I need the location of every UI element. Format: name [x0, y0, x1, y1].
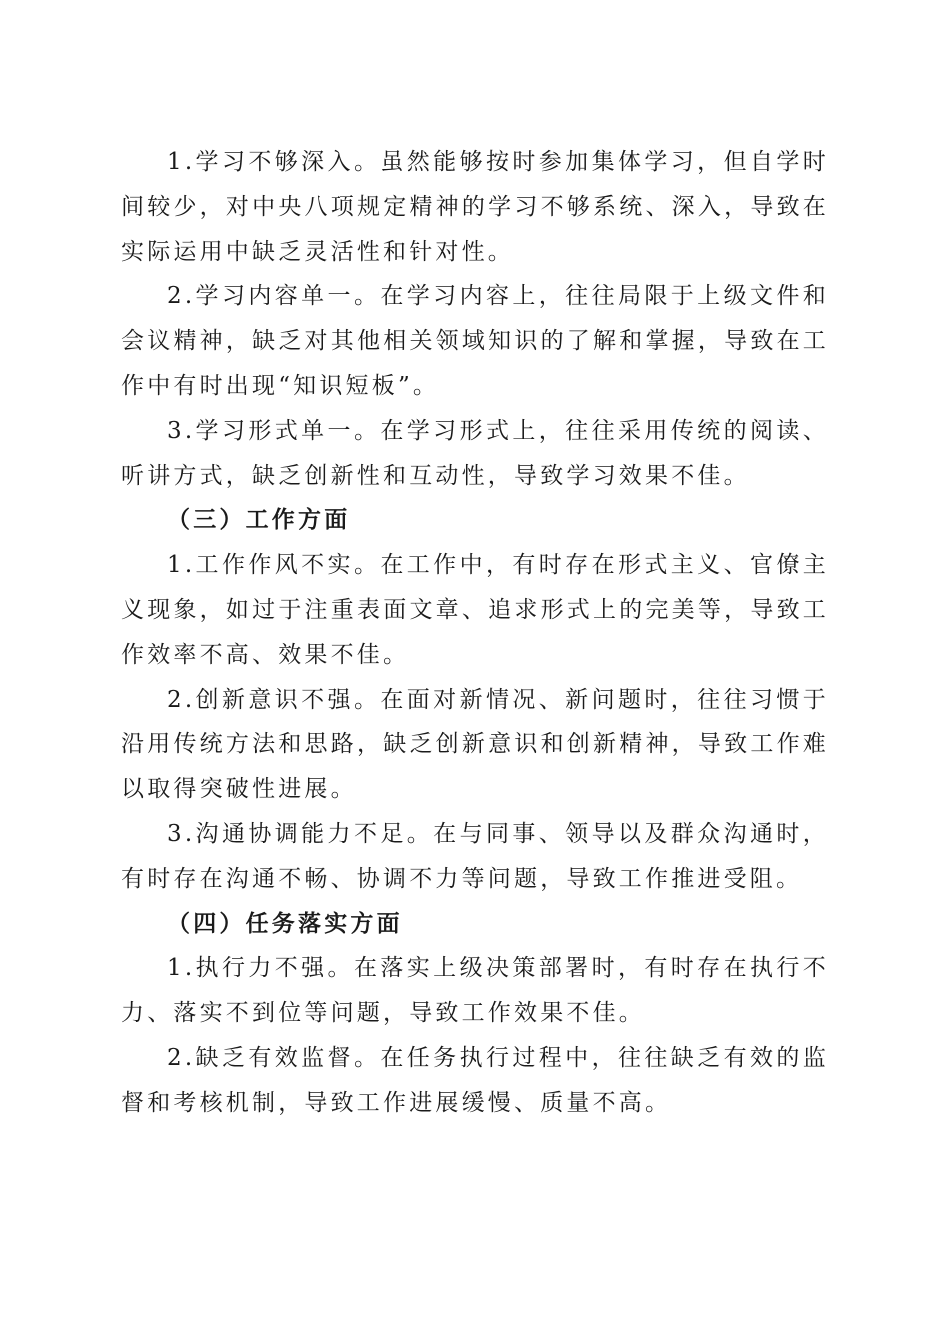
paragraph-study-content: 2.学习内容单一。在学习内容上，往往局限于上级文件和会议精神，缺乏对其他相关领域知识的了解和掌握，导致在工作中有时出现“知识短板”。	[121, 283, 829, 399]
paragraph-study-form: 3.学习形式单一。在学习形式上，往往采用传统的阅读、听讲方式，缺乏创新性和互动性，导致学习效果不佳。	[121, 417, 829, 489]
section-heading-task: （四）任务落实方面	[167, 909, 403, 937]
document-body	[121, 140, 829, 1126]
paragraph-innovation: 2.创新意识不强。在面对新情况、新问题时，往往习惯于沿用传统方法和思路，缺乏创新意识和创新精神，导致工作难以取得突破性进展。	[121, 686, 829, 803]
paragraph-execution: 1.执行力不强。在落实上级决策部署时，有时存在执行不力、落实不到位等问题，导致工作效果不佳。	[121, 955, 829, 1027]
paragraph-supervision: 2.缺乏有效监督。在任务执行过程中，往往缺乏有效的监督和考核机制，导致工作进展缓慢、质量不高。	[121, 1044, 829, 1116]
paragraph-communication: 3.沟通协调能力不足。在与同事、领导以及群众沟通时，有时存在沟通不畅、协调不力等问题，导致工作推进受阻。	[121, 820, 829, 892]
section-heading-work: （三）工作方面	[167, 506, 351, 534]
paragraph-study-depth: 1.学习不够深入。虽然能够按时参加集体学习，但自学时间较少，对中央八项规定精神的学习不够系统、深入，导致在实际运用中缺乏灵活性和针对性。	[121, 149, 829, 265]
paragraph-work-style: 1.工作作风不实。在工作中，有时存在形式主义、官僚主义现象，如过于注重表面文章、追求形式上的完美等，导致工作效率不高、效果不佳。	[121, 552, 829, 668]
